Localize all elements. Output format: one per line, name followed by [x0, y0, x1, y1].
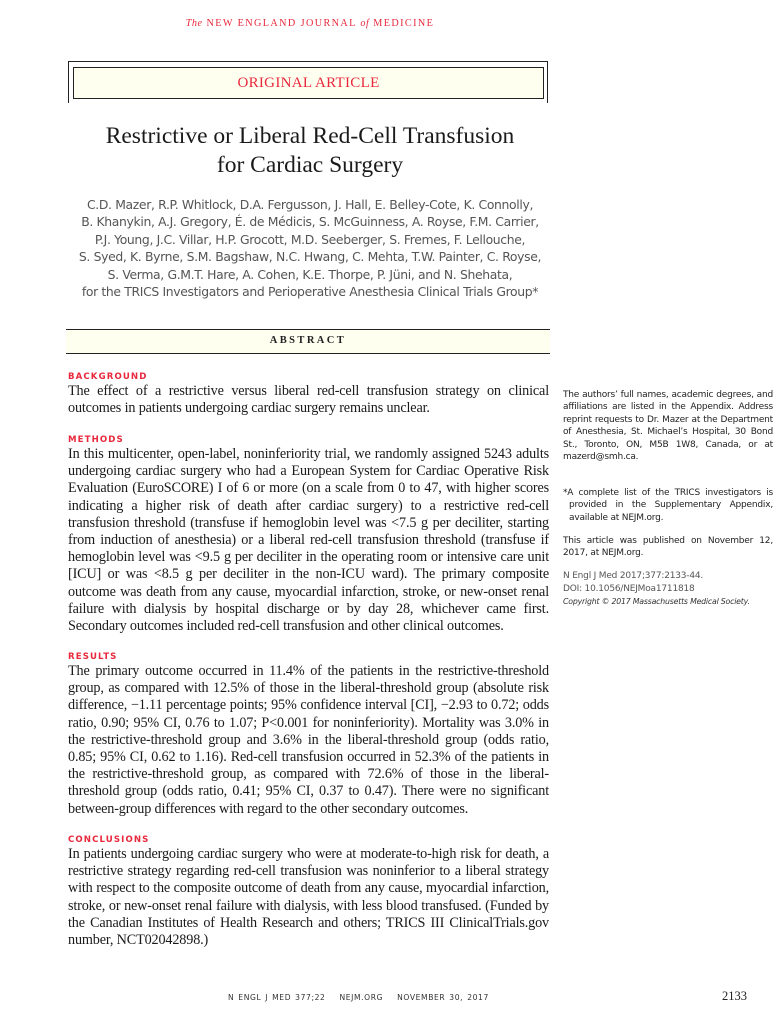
doi: DOI: 10.1056/NEJMoa1711818: [563, 584, 695, 594]
running-head-of: of: [360, 18, 370, 29]
article-title-line-1: Restrictive or Liberal Red-Cell Transfusion: [105, 123, 515, 149]
copyright: Copyright © 2017 Massachusetts Medical Society.: [563, 597, 750, 606]
section-heading-conclusions: CONCLUSIONS: [68, 835, 150, 845]
published-note: This article was published on November 12, 2017, at NEJM.org.: [563, 536, 773, 559]
footer-site: NEJM.ORG: [339, 993, 384, 1002]
abstract-section-methods: [68, 435, 549, 635]
section-text-methods: In this multicenter, open-label, noninferiority trial, we randomly assigned 5243 adults undergoing cardiac surgery who had a European System for Cardiac Operative Risk Evaluation (EuroSCORE) I of 6 or more (on a scale from 0 to 47, with higher scores indicating a higher risk of death after cardiac surgery) to a restrictive red-cell transfusion threshold (transfuse if hemoglobin level was <7.5 g per deciliter, starting from induction of anesthesia) or a liberal red-cell transfusion threshold (transfuse if hemoglobin level was <9.5 g per deciliter in the operating room or intensive care unit [ICU] or was <8.5 g per deciliter in the non-ICU ward). The primary composite outcome was death from any cause, myocardial infarction, stroke, or new-onset renal failure with dialysis by hospital discharge or by day 28, whichever came first. Secondary outcomes included red-cell transfusion and other clinical outcomes.: [68, 446, 549, 635]
sidebar-affiliations: [563, 389, 773, 463]
section-text-background: The effect of a restrictive versus liberal red-cell transfusion strategy on clinical outcomes in patients undergoing cardiac surgery remains unclear.: [68, 383, 549, 417]
section-text-results: The primary outcome occurred in 11.4% of the patients in the restrictive-threshold group, as compared with 12.5% of those in the liberal-threshold group (absolute risk difference, −1.11 percentage points; 95% confidence interval [CI], −2.93 to 0.72; odds ratio, 0.90; 95% CI, 0.76 to 1.07; P<0.001 for noninferiority). Mortality was 3.0% in the restrictive-threshold group and 3.6% in the liberal-threshold group (odds ratio, 0.85; 95% CI, 0.62 to 1.16). Red-cell transfusion occurred in 52.3% of the patients in the restrictive-threshold group, as compared with 72.6% of those in the liberal-threshold group (odds ratio, 0.41; 95% CI, 0.37 to 0.47). There were no significant between-group differences with regard to the other secondary outcomes.: [68, 663, 549, 817]
page-footer: [228, 993, 499, 1002]
section-heading-methods: METHODS: [68, 435, 124, 445]
footer-date: NOVEMBER 30, 2017: [397, 993, 489, 1002]
running-head-the: The: [185, 18, 203, 29]
author-line: for the TRICS Investigators and Perioperative Anesthesia Clinical Trials Group*: [81, 284, 539, 300]
section-heading-results: RESULTS: [68, 652, 118, 662]
abstract-section-conclusions: [68, 835, 549, 949]
author-line: C.D. Mazer, R.P. Whitlock, D.A. Fergusson, J. Hall, E. Belley-Cote, K. Connolly,: [86, 197, 534, 212]
running-head-journal-part2: MEDICINE: [373, 18, 435, 29]
author-line: B. Khanykin, A.J. Gregory, É. de Médicis, S. McGuinness, A. Royse, F.M. Carrier,: [81, 214, 539, 230]
abstract-section-results: [68, 652, 549, 818]
journal-running-head: [0, 18, 620, 29]
page-number: 2133: [722, 989, 747, 1003]
footer-journal-issue: N ENGL J MED 377;22: [228, 993, 326, 1002]
article-title-line-2: for Cardiac Surgery: [216, 152, 404, 178]
author-line: S. Verma, G.M.T. Hare, A. Cohen, K.E. Thorpe, P. Jüni, and N. Shehata,: [107, 266, 513, 282]
author-list: [60, 196, 560, 300]
abstract-heading: ABSTRACT: [66, 329, 550, 354]
abstract-section-background: [68, 372, 549, 417]
investigators-footnote: *A complete list of the TRICS investigators is provided in the Supplementary Appendix, available at NEJM.org.: [563, 488, 773, 523]
sidebar-publication: [563, 535, 773, 560]
sidebar-investigators: [563, 487, 773, 524]
article-title: [60, 122, 560, 180]
section-text-conclusions: In patients undergoing cardiac surgery who were at moderate-to-high risk for death, a restrictive strategy regarding red-cell transfusion was noninferior to a liberal strategy with respect to the composite outcome of death from any cause, myocardial infarction, stroke, or new-onset renal failure with dialysis, with less blood transfused. (Funded by the Canadian Institutes of Health Research and others; TRICS III ClinicalTrials.gov number, NCT02042898.): [68, 846, 549, 949]
author-line: S. Syed, K. Byrne, S.M. Bagshaw, N.C. Hwang, C. Mehta, T.W. Painter, C. Royse,: [78, 249, 542, 265]
section-heading-background: BACKGROUND: [68, 372, 148, 382]
sidebar-citation-block: [563, 570, 773, 608]
author-line: P.J. Young, J.C. Villar, H.P. Grocott, M.D. Seeberger, S. Fremes, F. Lellouche,: [94, 231, 526, 247]
running-head-journal-part1: NEW ENGLAND JOURNAL: [206, 18, 357, 29]
citation: N Engl J Med 2017;377:2133-44.: [563, 571, 704, 581]
affiliations-note: The authors’ full names, academic degrees, and affiliations are listed in the Appendix. Address reprint requests to Dr. Mazer at the Department of Anesthesia, St. Michael’s Hospital, 30 Bond St., Toronto, ON, M5B 1W8, Canada, or at mazerd@smh.ca.: [563, 390, 773, 463]
article-type-label: ORIGINAL ARTICLE: [73, 67, 544, 99]
